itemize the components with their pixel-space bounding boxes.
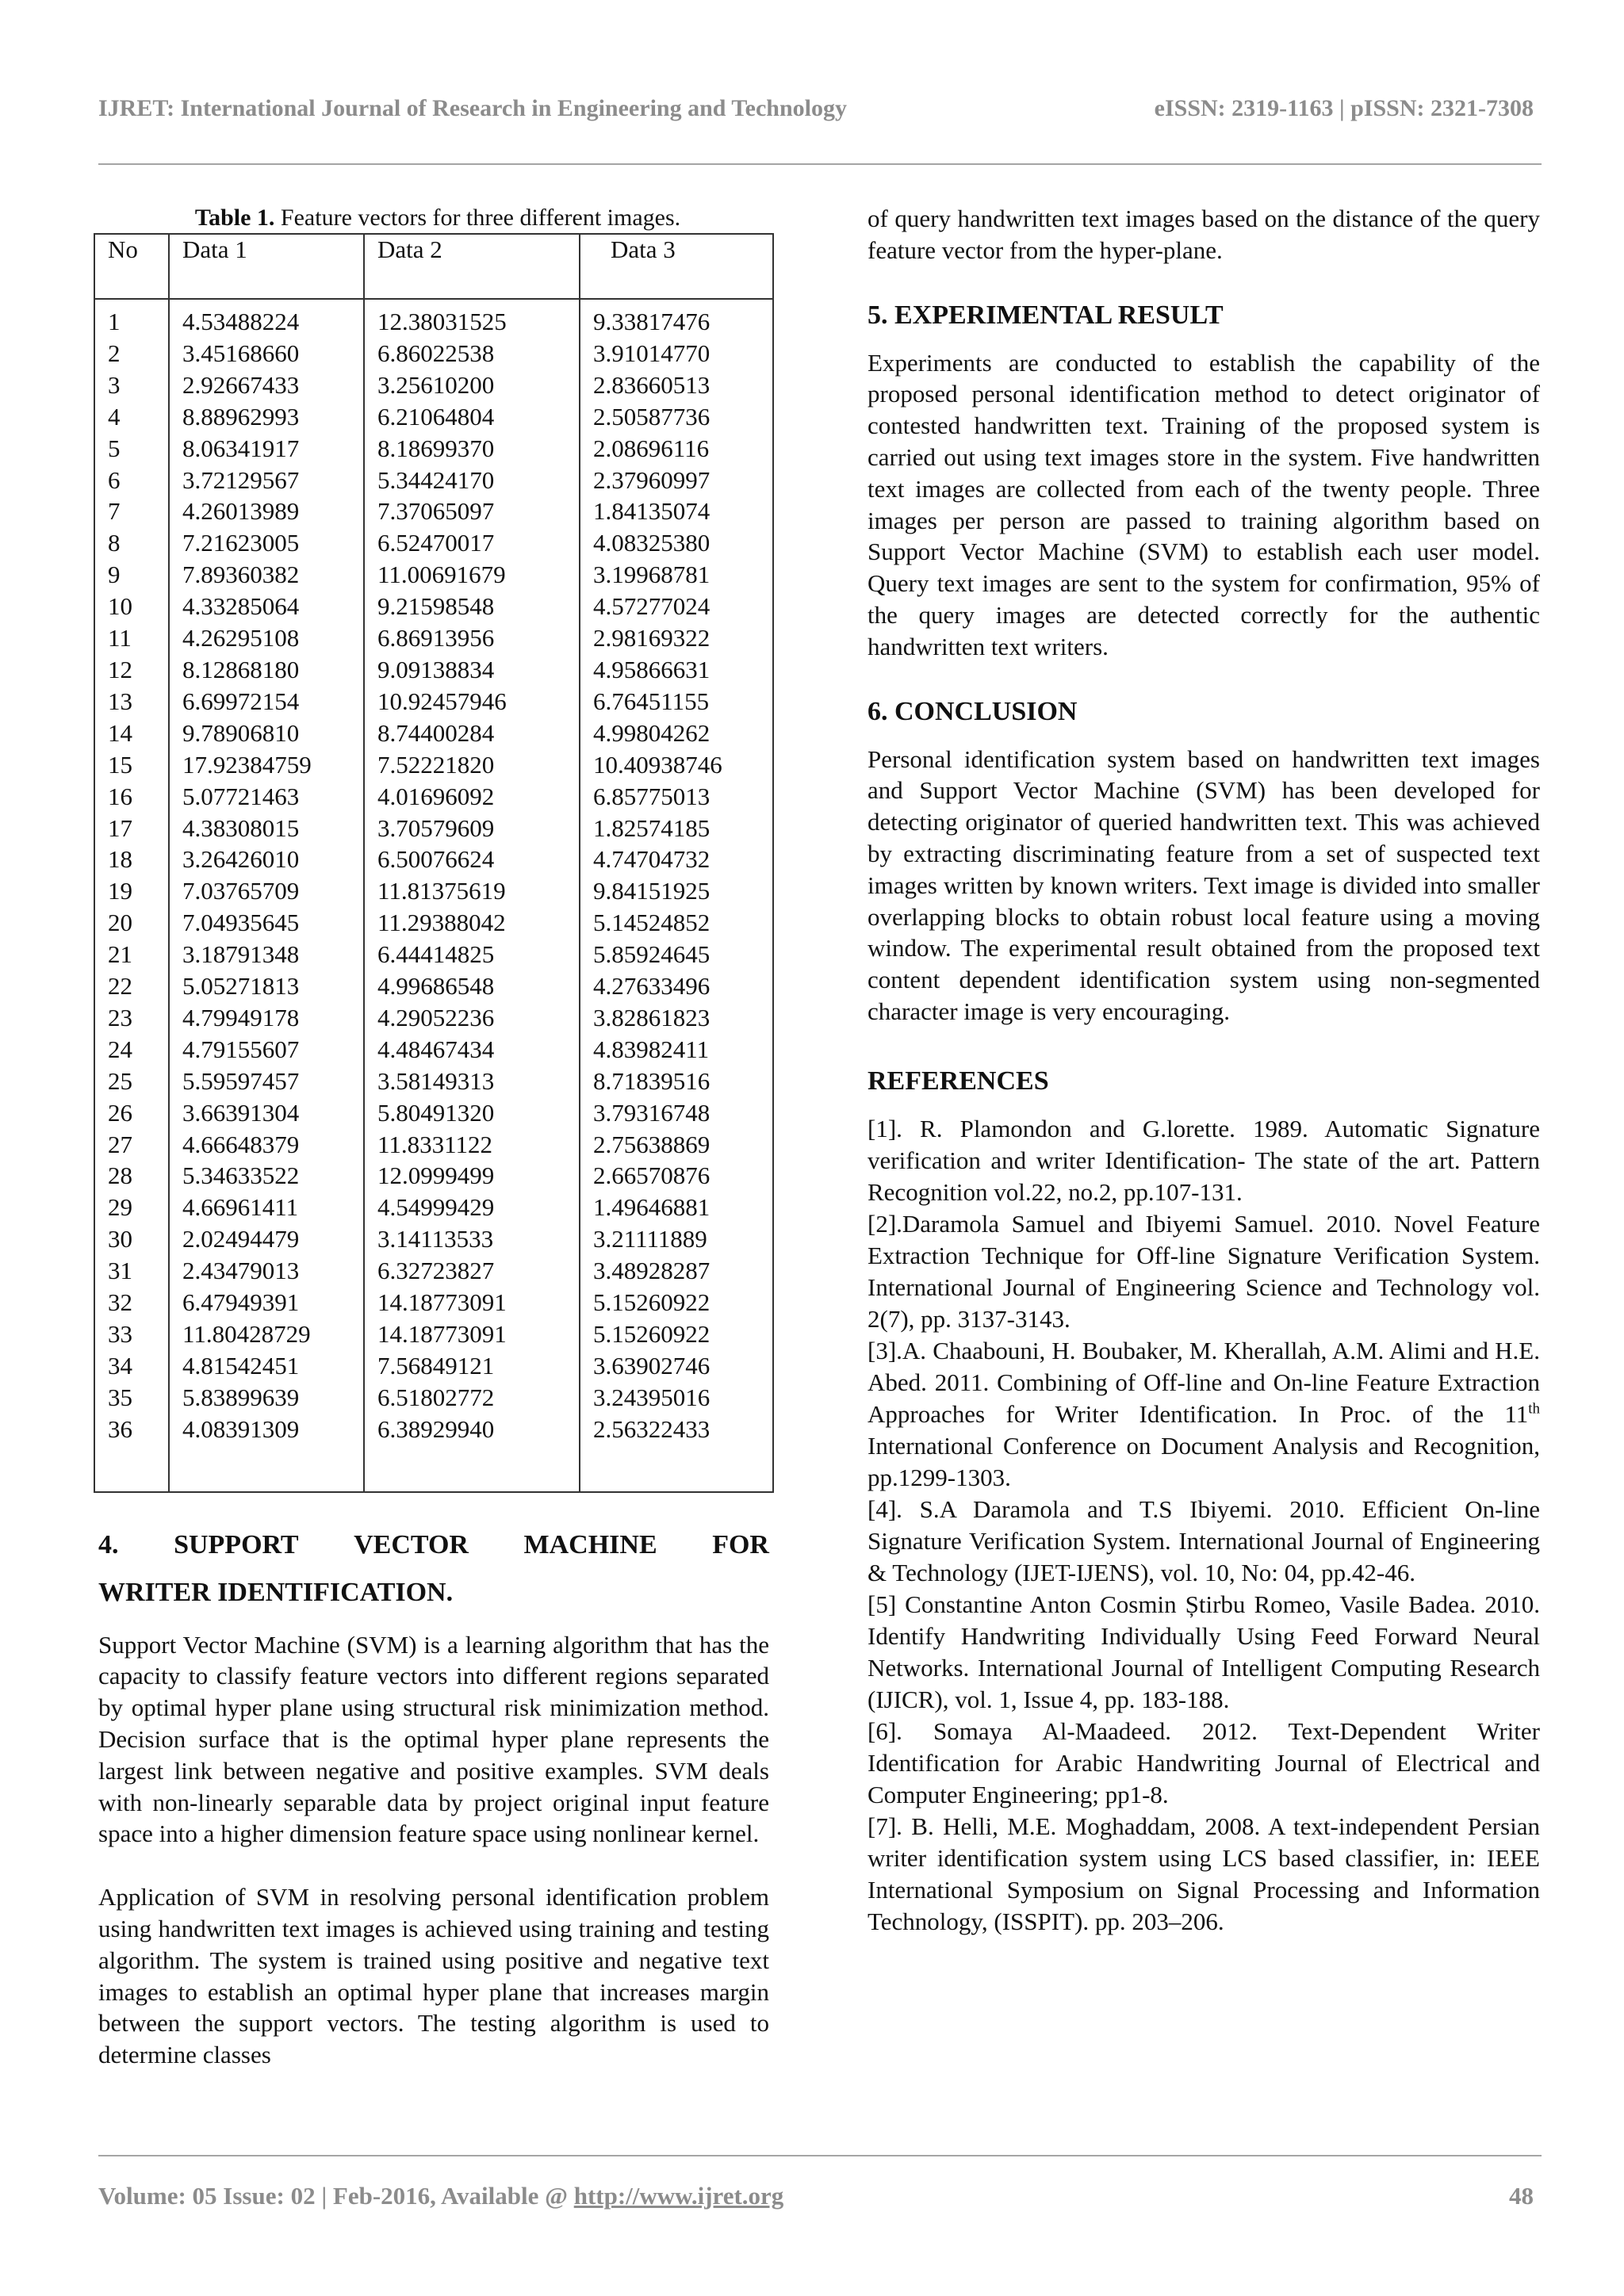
value-cell: 3.91014770: [580, 338, 773, 369]
value-cell: 8.18699370: [364, 433, 580, 465]
right-column: [868, 203, 1540, 1938]
value-cell: 14.18773091: [364, 1318, 580, 1350]
value-cell: 4.08391309: [169, 1414, 364, 1445]
table-row: [94, 970, 773, 1002]
value-cell: 4.26013989: [169, 496, 364, 527]
value-cell: 5.34633522: [169, 1160, 364, 1192]
references-list: [868, 1113, 1540, 1938]
footer-divider: [98, 2155, 1542, 2156]
table-row: [94, 496, 773, 527]
row-number-cell: 36: [94, 1414, 169, 1445]
row-number-cell: 4: [94, 401, 169, 433]
empty-cell: [580, 1445, 773, 1492]
table-row: [94, 1160, 773, 1192]
table-row: [94, 686, 773, 718]
value-cell: 4.57277024: [580, 591, 773, 622]
value-cell: 2.50587736: [580, 401, 773, 433]
row-number-cell: 27: [94, 1129, 169, 1161]
row-number-cell: 23: [94, 1002, 169, 1034]
row-number-cell: 26: [94, 1097, 169, 1129]
value-cell: 9.21598548: [364, 591, 580, 622]
value-cell: 2.02494479: [169, 1223, 364, 1255]
page-number: 48: [1509, 2182, 1534, 2210]
value-cell: 4.66648379: [169, 1129, 364, 1161]
row-number-cell: 18: [94, 844, 169, 875]
value-cell: 1.84135074: [580, 496, 773, 527]
section4-heading-line2: WRITER IDENTIFICATION.: [98, 1577, 454, 1607]
value-cell: 4.79949178: [169, 1002, 364, 1034]
table-row: [94, 433, 773, 465]
value-cell: 5.05271813: [169, 970, 364, 1002]
value-cell: 2.43479013: [169, 1255, 364, 1287]
value-cell: 3.72129567: [169, 465, 364, 496]
footer-url-link[interactable]: http://www.ijret.org: [573, 2182, 784, 2210]
value-cell: 5.15260922: [580, 1287, 773, 1318]
value-cell: 2.75638869: [580, 1129, 773, 1161]
section4-paragraph-2: Application of SVM in resolving personal identification problem using handwritten text images is achieved using training and testing algorithm. The system is trained using positive and negative text images to establish an optimal hyper plane that increases margin between the support vectors. The testing algorithm is used to determine classes: [98, 1883, 769, 2069]
table-header-row: [94, 234, 773, 299]
col-header-no: No: [94, 234, 169, 299]
value-cell: 4.27633496: [580, 970, 773, 1002]
section4-heading: [98, 1521, 769, 1617]
row-number-cell: 13: [94, 686, 169, 718]
row-number-cell: 35: [94, 1382, 169, 1414]
table-row: [94, 1002, 773, 1034]
value-cell: 3.19968781: [580, 559, 773, 591]
table-row: [94, 1287, 773, 1318]
value-cell: 12.0999499: [364, 1160, 580, 1192]
table-row: [94, 749, 773, 781]
value-cell: 4.66961411: [169, 1192, 364, 1223]
issn-info: eISSN: 2319-1163 | pISSN: 2321-7308: [1154, 95, 1534, 121]
value-cell: 5.34424170: [364, 465, 580, 496]
col-header-data2: Data 2: [364, 234, 580, 299]
reference-item: [2].Daramola Samuel and Ibiyemi Samuel. 2010. Novel Feature Extraction Technique for Off-line Signature Verification System. International Journal of Engineering Science and Technology vol. 2(7), pp. 3137-3143.: [868, 1209, 1540, 1333]
value-cell: 5.07721463: [169, 781, 364, 813]
value-cell: 3.18791348: [169, 939, 364, 970]
table-row: [94, 1223, 773, 1255]
value-cell: 14.18773091: [364, 1287, 580, 1318]
value-cell: 9.84151925: [580, 875, 773, 907]
value-cell: 4.95866631: [580, 654, 773, 686]
value-cell: 12.38031525: [364, 299, 580, 338]
row-number-cell: 9: [94, 559, 169, 591]
section4-heading-word: MACHINE: [523, 1529, 657, 1559]
row-number-cell: 6: [94, 465, 169, 496]
page-footer: [98, 2182, 1534, 2210]
table-row: [94, 939, 773, 970]
value-cell: 4.54999429: [364, 1192, 580, 1223]
value-cell: 4.99686548: [364, 970, 580, 1002]
value-cell: 4.26295108: [169, 622, 364, 654]
value-cell: 2.08696116: [580, 433, 773, 465]
value-cell: 6.47949391: [169, 1287, 364, 1318]
value-cell: 11.80428729: [169, 1318, 364, 1350]
value-cell: 6.38929940: [364, 1414, 580, 1445]
value-cell: 7.37065097: [364, 496, 580, 527]
value-cell: 6.44414825: [364, 939, 580, 970]
value-cell: 3.70579609: [364, 813, 580, 844]
value-cell: 3.82861823: [580, 1002, 773, 1034]
empty-cell: [169, 1445, 364, 1492]
row-number-cell: 14: [94, 718, 169, 749]
value-cell: 3.21111889: [580, 1223, 773, 1255]
col-header-data1: Data 1: [169, 234, 364, 299]
value-cell: 4.08325380: [580, 527, 773, 559]
row-number-cell: 10: [94, 591, 169, 622]
value-cell: 4.74704732: [580, 844, 773, 875]
reference-item: [4]. S.A Daramola and T.S Ibiyemi. 2010. Efficient On-line Signature Verification System. International Journal of Engineering & Technology (IJET-IJENS), vol. 10, No: 04, pp.42-46.: [868, 1494, 1540, 1586]
table-row: [94, 1097, 773, 1129]
table-row: [94, 781, 773, 813]
value-cell: 2.37960997: [580, 465, 773, 496]
references-heading: REFERENCES: [868, 1066, 1049, 1096]
reference-item: [868, 1335, 1540, 1494]
value-cell: 9.78906810: [169, 718, 364, 749]
row-number-cell: 8: [94, 527, 169, 559]
value-cell: 5.80491320: [364, 1097, 580, 1129]
value-cell: 4.81542451: [169, 1350, 364, 1382]
value-cell: 3.45168660: [169, 338, 364, 369]
value-cell: 2.56322433: [580, 1414, 773, 1445]
value-cell: 4.48467434: [364, 1034, 580, 1066]
reference-item: [6]. Somaya Al-Maadeed. 2012. Text-Dependent Writer Identification for Arabic Handwriting Journal of Electrical and Computer Engineering; pp1-8.: [868, 1716, 1540, 1808]
table-row: [94, 813, 773, 844]
value-cell: 6.69972154: [169, 686, 364, 718]
row-number-cell: 28: [94, 1160, 169, 1192]
section6-heading: 6. CONCLUSION: [868, 696, 1078, 726]
value-cell: 8.12868180: [169, 654, 364, 686]
journal-title: IJRET: International Journal of Research in Engineering and Technology: [98, 95, 848, 121]
value-cell: 4.29052236: [364, 1002, 580, 1034]
reference-item: [5] Constantine Anton Cosmin Știrbu Romeo, Vasile Badea. 2010. Identify Handwriting Individually Using Feed Forward Neural Networks. International Journal of Intelligent Computing Research (IJICR), vol. 1, Issue 4, pp. 183-188.: [868, 1590, 1540, 1713]
value-cell: 3.79316748: [580, 1097, 773, 1129]
row-number-cell: 29: [94, 1192, 169, 1223]
row-number-cell: 31: [94, 1255, 169, 1287]
row-number-cell: 19: [94, 875, 169, 907]
value-cell: 8.74400284: [364, 718, 580, 749]
value-cell: 6.21064804: [364, 401, 580, 433]
footer-volume: Volume: 05 Issue: 02 | Feb-2016, Available @: [98, 2182, 574, 2210]
left-column: [98, 203, 769, 2071]
value-cell: 10.40938746: [580, 749, 773, 781]
row-number-cell: 32: [94, 1287, 169, 1318]
value-cell: 6.50076624: [364, 844, 580, 875]
value-cell: 7.03765709: [169, 875, 364, 907]
reference-item: [1]. R. Plamondon and G.lorette. 1989. Automatic Signature verification and writer Identification- The state of the art. Pattern Recognition vol.22, no.2, pp.107-131.: [868, 1114, 1540, 1206]
feature-table: [94, 233, 774, 1493]
row-number-cell: 33: [94, 1318, 169, 1350]
value-cell: 3.58149313: [364, 1066, 580, 1097]
table-row: [94, 1350, 773, 1382]
row-number-cell: 30: [94, 1223, 169, 1255]
row-number-cell: 1: [94, 299, 169, 338]
table-bottom-padding-row: [94, 1445, 773, 1492]
row-number-cell: 5: [94, 433, 169, 465]
value-cell: 4.99804262: [580, 718, 773, 749]
value-cell: 7.89360382: [169, 559, 364, 591]
table-caption-label: Table 1.: [194, 205, 275, 231]
value-cell: 3.14113533: [364, 1223, 580, 1255]
value-cell: 5.14524852: [580, 907, 773, 939]
value-cell: 7.56849121: [364, 1350, 580, 1382]
value-cell: 4.38308015: [169, 813, 364, 844]
value-cell: 4.79155607: [169, 1034, 364, 1066]
value-cell: 3.26426010: [169, 844, 364, 875]
section5-paragraph: Experiments are conducted to establish the capability of the proposed personal identification method to detect originator of contested handwritten text. Training of the proposed system is carried out using text images store in the system. Five handwritten text images are collected from each of the twenty people. Three images per person are passed to training algorithm based on Support Vector Machine (SVM) to establish each user model. Query text images are sent to the system for confirmation, 95% of the query images are detected correctly for the authentic handwritten text writers.: [868, 348, 1540, 660]
empty-cell: [364, 1445, 580, 1492]
row-number-cell: 7: [94, 496, 169, 527]
value-cell: 6.86913956: [364, 622, 580, 654]
value-cell: 17.92384759: [169, 749, 364, 781]
value-cell: 5.59597457: [169, 1066, 364, 1097]
table-row: [94, 465, 773, 496]
row-number-cell: 25: [94, 1066, 169, 1097]
value-cell: 6.85775013: [580, 781, 773, 813]
value-cell: 6.86022538: [364, 338, 580, 369]
value-cell: 2.98169322: [580, 622, 773, 654]
value-cell: 5.15260922: [580, 1318, 773, 1350]
empty-cell: [94, 1445, 169, 1492]
section4-heading-word: SUPPORT: [174, 1529, 299, 1559]
table-row: [94, 591, 773, 622]
table-row: [94, 401, 773, 433]
value-cell: 4.83982411: [580, 1034, 773, 1066]
row-number-cell: 15: [94, 749, 169, 781]
value-cell: 3.63902746: [580, 1350, 773, 1382]
value-cell: 6.76451155: [580, 686, 773, 718]
table-body: [94, 299, 773, 1492]
value-cell: 9.33817476: [580, 299, 773, 338]
section4-paragraph-1: Support Vector Machine (SVM) is a learning algorithm that has the capacity to classify feature vectors into different regions separated by optimal hyper plane using structural risk minimization method. Decision surface that is the optimal hyper plane represents the largest link between negative and positive examples. SVM deals with non-linearly separable data by project original input feature space into a higher dimension feature space using nonlinear kernel.: [98, 1630, 769, 1848]
value-cell: 9.09138834: [364, 654, 580, 686]
table-row: [94, 1192, 773, 1223]
reference-item: [7]. B. Helli, M.E. Moghaddam, 2008. A text-independent Persian writer identification system using LCS based classifier, in: IEEE International Symposium on Signal Processing and Information Technology, (ISSPIT). pp. 203–206.: [868, 1812, 1540, 1935]
reference-superscript: th: [1528, 1400, 1540, 1418]
row-number-cell: 22: [94, 970, 169, 1002]
table-row: [94, 1034, 773, 1066]
row-number-cell: 16: [94, 781, 169, 813]
value-cell: 3.48928287: [580, 1255, 773, 1287]
header-divider: [98, 163, 1542, 165]
table-row: [94, 1255, 773, 1287]
reference-text: International Conference on Document Analysis and Recognition, pp.1299-1303.: [868, 1431, 1540, 1491]
value-cell: 3.66391304: [169, 1097, 364, 1129]
table-row: [94, 622, 773, 654]
table-row: [94, 654, 773, 686]
value-cell: 6.52470017: [364, 527, 580, 559]
row-number-cell: 3: [94, 369, 169, 401]
value-cell: 4.53488224: [169, 299, 364, 338]
value-cell: 11.29388042: [364, 907, 580, 939]
value-cell: 6.51802772: [364, 1382, 580, 1414]
row-number-cell: 34: [94, 1350, 169, 1382]
table-row: [94, 299, 773, 338]
table-caption-text: Feature vectors for three different images.: [280, 205, 681, 231]
value-cell: 3.24395016: [580, 1382, 773, 1414]
value-cell: 1.82574185: [580, 813, 773, 844]
table-row: [94, 1414, 773, 1445]
row-number-cell: 17: [94, 813, 169, 844]
value-cell: 11.8331122: [364, 1129, 580, 1161]
value-cell: 2.66570876: [580, 1160, 773, 1192]
table-row: [94, 527, 773, 559]
row-number-cell: 2: [94, 338, 169, 369]
value-cell: 10.92457946: [364, 686, 580, 718]
table-caption: [98, 203, 769, 233]
value-cell: 3.25610200: [364, 369, 580, 401]
reference-text: [3].A. Chaabouni, H. Boubaker, M. Kherallah, A.M. Alimi and H.E. Abed. 2011. Combining of Off-line and On-line Feature Extraction Approaches for Writer Identification. In Proc. of the 11: [868, 1336, 1540, 1428]
value-cell: 2.92667433: [169, 369, 364, 401]
value-cell: 2.83660513: [580, 369, 773, 401]
value-cell: 5.85924645: [580, 939, 773, 970]
value-cell: 7.52221820: [364, 749, 580, 781]
table-row: [94, 1318, 773, 1350]
section4-heading-word: FOR: [712, 1529, 769, 1559]
value-cell: 7.21623005: [169, 527, 364, 559]
table-row: [94, 844, 773, 875]
value-cell: 8.88962993: [169, 401, 364, 433]
running-header: [98, 95, 1534, 122]
value-cell: 4.01696092: [364, 781, 580, 813]
table-row: [94, 338, 773, 369]
table-row: [94, 907, 773, 939]
value-cell: 11.81375619: [364, 875, 580, 907]
value-cell: 11.00691679: [364, 559, 580, 591]
value-cell: 4.33285064: [169, 591, 364, 622]
table-row: [94, 875, 773, 907]
table-row: [94, 1129, 773, 1161]
value-cell: 7.04935645: [169, 907, 364, 939]
section5-heading: 5. EXPERIMENTAL RESULT: [868, 300, 1224, 330]
row-number-cell: 24: [94, 1034, 169, 1066]
value-cell: 8.06341917: [169, 433, 364, 465]
row-number-cell: 21: [94, 939, 169, 970]
value-cell: 1.49646881: [580, 1192, 773, 1223]
table-row: [94, 1066, 773, 1097]
table-row: [94, 1382, 773, 1414]
col-header-data3: Data 3: [580, 234, 773, 299]
value-cell: 8.71839516: [580, 1066, 773, 1097]
section4-heading-word: VECTOR: [354, 1529, 469, 1559]
section4-heading-word: 4.: [98, 1529, 119, 1559]
table-row: [94, 559, 773, 591]
section6-paragraph: Personal identification system based on handwritten text images and Support Vector Machine (SVM) has been developed for detecting originator of queried handwritten text. This was achieved by extracting discriminating feature from a set of suspected text images written by known writers. Text image is divided into smaller overlapping blocks to obtain robust local feature using a moving window. The experimental result obtained from the proposed text content dependent identification system using non-segmented character image is very encouraging.: [868, 744, 1540, 1025]
value-cell: 5.83899639: [169, 1382, 364, 1414]
row-number-cell: 12: [94, 654, 169, 686]
continuation-paragraph: of query handwritten text images based on the distance of the query feature vector from the hyper-plane.: [868, 205, 1540, 264]
row-number-cell: 20: [94, 907, 169, 939]
table-row: [94, 718, 773, 749]
row-number-cell: 11: [94, 622, 169, 654]
value-cell: 6.32723827: [364, 1255, 580, 1287]
table-row: [94, 369, 773, 401]
